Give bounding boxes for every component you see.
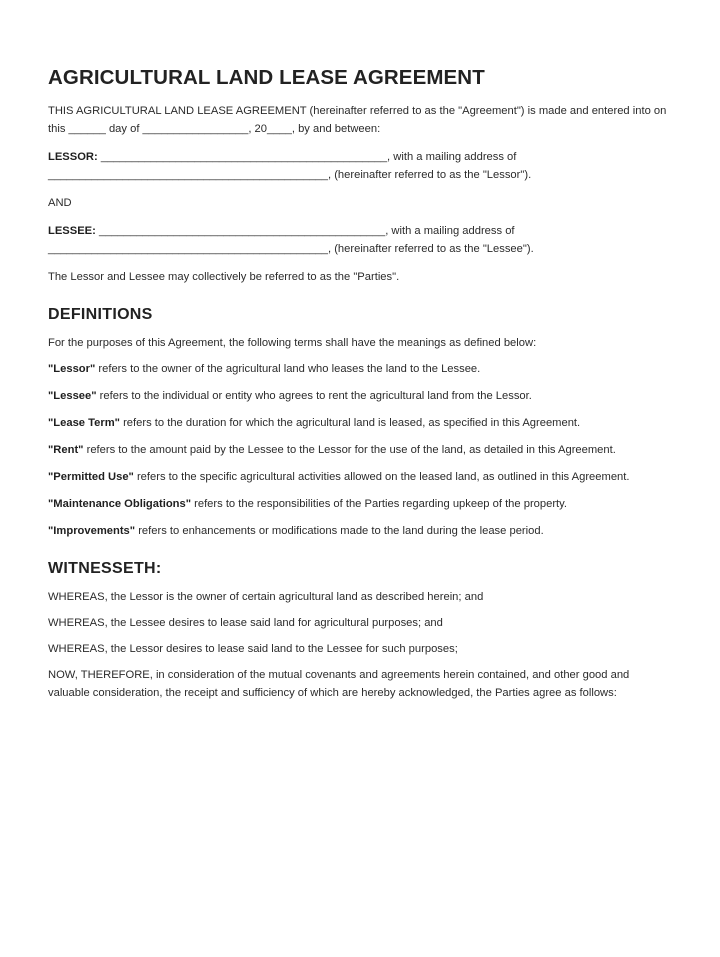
lessee-label: LESSEE: (48, 225, 96, 237)
definition-text: refers to the responsibilities of the Parties regarding upkeep of the property. (191, 498, 568, 510)
lessor-paragraph (48, 148, 670, 184)
witnesseth-heading: WITNESSETH: (48, 560, 162, 577)
definition-term: "Permitted Use" (48, 471, 134, 483)
whereas-clause: WHEREAS, the Lessee desires to lease said land for agricultural purposes; and (48, 617, 443, 629)
definition-text: refers to enhancements or modifications made to the land during the lease period. (135, 525, 544, 537)
definition-term: "Maintenance Obligations" (48, 498, 192, 510)
definition-text: refers to the specific agricultural activities allowed on the leased land, as outlined in this Agreement. (133, 471, 630, 483)
and-text: AND (48, 197, 72, 209)
definition-text: refers to the duration for which the agricultural land is leased, as specified in this Agreement. (119, 417, 581, 429)
definition-text: refers to the amount paid by the Lessee to the Lessor for the use of the land, as detailed in this Agreement. (83, 444, 616, 456)
whereas-clause: WHEREAS, the Lessor is the owner of certain agricultural land as described herein; and (48, 591, 484, 603)
definition-permitted-use (48, 468, 670, 486)
lessee-text: ______________________________________________, with a mailing address of _____________________________________________, (hereinafter referred to as the "Lessee"). (48, 225, 534, 255)
parties-paragraph: The Lessor and Lessee may collectively be referred to as the "Parties". (48, 271, 400, 283)
definition-text: refers to the individual or entity who agrees to rent the agricultural land from the Lessor. (96, 390, 532, 402)
document-title: AGRICULTURAL LAND LEASE AGREEMENT (48, 66, 485, 89)
definition-lessor (48, 360, 670, 378)
definition-term: "Rent" (48, 444, 84, 456)
definition-term: "Lease Term" (48, 417, 120, 429)
definition-lessee (48, 387, 670, 405)
definition-lease-term (48, 414, 670, 432)
lessor-label: LESSOR: (48, 151, 98, 163)
intro-paragraph: THIS AGRICULTURAL LAND LEASE AGREEMENT (hereinafter referred to as the "Agreement") is made and entered into on this ______ day of _________________, 20____, by and between: (48, 105, 667, 135)
definitions-heading: DEFINITIONS (48, 306, 153, 323)
lessee-paragraph (48, 222, 670, 258)
definition-improvements (48, 522, 670, 540)
definition-maintenance-obligations (48, 495, 670, 513)
definition-term: "Lessor" (48, 363, 96, 375)
lessor-text: ______________________________________________, with a mailing address of _____________________________________________, (hereinafter referred to as the "Lessor"). (48, 151, 532, 181)
definitions-intro: For the purposes of this Agreement, the following terms shall have the meanings as defined below: (48, 337, 537, 349)
definition-term: "Lessee" (48, 390, 97, 402)
definition-rent (48, 441, 670, 459)
definition-term: "Improvements" (48, 525, 136, 537)
now-therefore-clause: NOW, THEREFORE, in consideration of the mutual covenants and agreements herein contained, and other good and valuable consideration, the receipt and sufficiency of which are hereby acknowledged, the Parties agree as follows: (48, 669, 630, 699)
definition-text: refers to the owner of the agricultural land who leases the land to the Lessee. (95, 363, 481, 375)
whereas-clause: WHEREAS, the Lessor desires to lease said land to the Lessee for such purposes; (48, 643, 458, 655)
